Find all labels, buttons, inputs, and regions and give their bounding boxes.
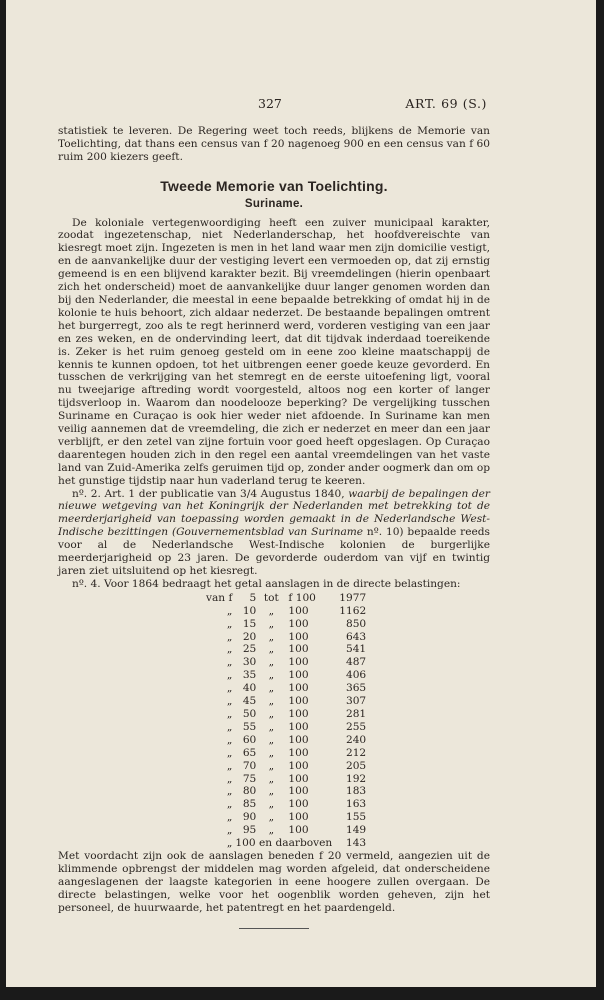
cell-to: 100 <box>288 669 309 682</box>
cell-from: 60 <box>242 733 257 746</box>
cell-from: 10 <box>242 604 257 617</box>
article-reference: ART. 69 (S.) <box>405 96 487 111</box>
cell-count: 487 <box>345 656 367 669</box>
cell-ditto-2: „ <box>268 695 275 708</box>
cell-from: 20 <box>242 630 257 643</box>
cell-to: 100 <box>288 617 309 630</box>
cell-ditto-2: „ <box>268 617 275 630</box>
cell-from: 75 <box>242 772 257 785</box>
cell-to: 100 <box>288 759 309 772</box>
cell-to: 100 <box>288 733 309 746</box>
cell-to: 100 <box>288 746 309 759</box>
cell-from: 15 <box>242 617 257 630</box>
cell-ditto: „ <box>226 707 233 720</box>
table-row <box>206 747 366 760</box>
table-row <box>206 592 366 605</box>
paragraph-colonial-representation: De koloniale vertegenwoordiging heeft een zuiver municipaal karakter, zoodat ingezetenschap, niet Nederlanderschap, het hoofdvereischte van kiesregt moet zijn. Ingezeten is men in het land waar men zijn domicilie vestigt, en de aanvankelijke duur der vestiging levert een vermoeden op, dat zij ernstig gemeend is en een blijvend karakter bezit. Bij vreemdelingen (hierin openbaart zich het onderscheid) moet de aanvankelijke duur langer genomen worden dan bij den Nederlander, die meestal in eene bepaalde betrekking of omdat hij in de kolonie te huis behoort, zich aldaar nederzet. De bestaande bepalingen omtrent het burgerregt, zoo als te regt herinnerd werd, vorderen vestiging van een jaar en zes weken, en de ondervinding leert, dat dit tijdvak inderdaad toereikende is. Zeker is het ruim genoeg gesteld om in eene zoo kleine maatschappij de kennis te kunnen opdoen, tot het uitbrengen eener goede keuze gevorderd. En tusschen de verkrijging van het stemregt en de eerste uitoefening ligt, vooral nu tweejarige aftreding wordt voorgesteld, altoos nog een korter of langer tijdsverloop in. Waarom dan noodelooze beperking? De vergelijking tusschen Suriname en Curaçao is ook hier weder niet afdoende. In Suriname kan men veilig aannemen dat de vreemdeling, die zich er nederzet en meer dan een jaar verblijft, er den zetel van zijne fortuin voor goed heeft opgeslagen. Op Curaçao daarentegen houden zich in den regel een aantal vreemdelingen van het vaste land van Zuid-Amerika zelfs geruimen tijd op, zonder ander oogmerk dan om op het gunstige tijdstip naar hun vaderland terug te keeren. <box>58 216 490 487</box>
cell-ditto: „ <box>226 811 233 824</box>
cell-from: 80 <box>242 785 257 798</box>
paragraph-article-2-italic: waarbij de bepalingen der nieuwe wetgeving van het Koningrijk der Nederlanden met betrekking tot de meerderjarigheid van toepassing worden gemaakt in de Nederlandsche West-Indische bezittingen (Gouvernementsblad van Suriname <box>58 487 490 539</box>
cell-count: 406 <box>345 669 367 682</box>
cell-ditto: „ <box>226 630 233 643</box>
cell-count: 163 <box>345 798 367 811</box>
cell-ditto: „ <box>226 798 233 811</box>
cell-ditto-2: „ <box>268 772 275 785</box>
cell-van: van f <box>206 591 233 604</box>
cell-to: 100 <box>288 720 309 733</box>
cell-from: 40 <box>242 682 257 695</box>
book-page <box>6 0 596 987</box>
tax-assessment-table <box>206 592 366 850</box>
cell-count: 1977 <box>339 591 367 604</box>
table-row <box>206 656 366 669</box>
cell-from: 50 <box>242 707 257 720</box>
paragraph-article-2-prefix: nº. 2. Art. 1 der publicatie van 3/4 Augustus 1840, <box>72 487 349 500</box>
cell-count: 155 <box>345 811 367 824</box>
table-row <box>206 773 366 786</box>
table-row <box>206 605 366 618</box>
cell-ditto: „ <box>226 695 233 708</box>
table-row <box>206 682 366 695</box>
intro-paragraph: statistiek te leveren. De Regering weet toch reeds, blijkens de Memorie van Toelichting, dat thans een census van f 20 nagenoeg 900 en een census van f 60 ruim 200 kiezers geeft. <box>58 125 490 163</box>
cell-from: 45 <box>242 695 257 708</box>
table-row <box>206 824 366 837</box>
table-row <box>206 734 366 747</box>
cell-to: 100 <box>288 604 309 617</box>
cell-count: 255 <box>345 720 367 733</box>
paragraph-assessments: Met voordacht zijn ook de aanslagen beneden f 20 vermeld, aangezien uit de klimmende opbrengst der middelen mag worden afgeleid, dat onderscheidene aangeslagenen der laagste kategorien in eene hoogere zullen overgaan. De directe belastingen, welke voor het oogenblik worden geheven, zijn het personeel, de huurwaarde, het patentregt en het paardengeld. <box>58 849 490 914</box>
paragraph-article-2 <box>58 488 490 578</box>
cell-to: 100 <box>288 798 309 811</box>
cell-ditto: „ <box>226 785 233 798</box>
cell-count: 365 <box>345 682 367 695</box>
cell-to: 100 <box>288 785 309 798</box>
cell-count: 240 <box>345 733 367 746</box>
cell-tot: tot <box>263 591 279 604</box>
cell-ditto-2: „ <box>268 656 275 669</box>
cell-from: 35 <box>242 669 257 682</box>
cell-range-text: 100 en daarboven <box>235 837 333 850</box>
table-row <box>206 811 366 824</box>
cell-ditto: „ <box>226 656 233 669</box>
running-header <box>6 96 596 114</box>
cell-to: 100 <box>288 643 309 656</box>
cell-count: 541 <box>345 643 367 656</box>
cell-ditto: „ <box>226 824 233 837</box>
cell-ditto-2: „ <box>268 707 275 720</box>
cell-from: 90 <box>242 811 257 824</box>
cell-ditto-2: „ <box>268 824 275 837</box>
table-row <box>206 618 366 631</box>
table-row <box>206 708 366 721</box>
cell-count: 1162 <box>339 604 367 617</box>
page-body <box>58 125 490 929</box>
cell-ditto: „ <box>226 759 233 772</box>
cell-ditto-2: „ <box>268 785 275 798</box>
cell-ditto: „ <box>226 720 233 733</box>
cell-from: 65 <box>242 746 257 759</box>
cell-ditto-2: „ <box>268 669 275 682</box>
cell-from: 55 <box>242 720 257 733</box>
table-row <box>206 760 366 773</box>
cell-count: 149 <box>345 824 367 837</box>
cell-to: 100 <box>288 656 309 669</box>
cell-ditto-2: „ <box>268 733 275 746</box>
cell-to: f 100 <box>288 591 316 604</box>
cell-from: 85 <box>242 798 257 811</box>
table-row <box>206 785 366 798</box>
cell-from: 70 <box>242 759 257 772</box>
cell-ditto: „ <box>226 772 233 785</box>
page-number: 327 <box>258 96 282 111</box>
paragraph-article-2-suffix: nº. 10) bepaalde reeds voor al de Nederlandsche West-Indische kolonien de burgerlijke meerderjarigheid op 23 jaren. De gevorderde ouderdom van vijf en twintig jaren ziet uitsluitend op het kiesregt. <box>58 526 490 577</box>
cell-ditto: „ <box>226 617 233 630</box>
cell-to: 100 <box>288 682 309 695</box>
cell-ditto-2: „ <box>268 759 275 772</box>
table-row <box>206 837 366 850</box>
cell-ditto-2: „ <box>268 811 275 824</box>
table-row <box>206 798 366 811</box>
table-row <box>206 695 366 708</box>
cell-count: 143 <box>345 837 367 850</box>
paragraph-article-4: nº. 4. Voor 1864 bedraagt het getal aanslagen in de directe belastingen: <box>72 577 461 590</box>
cell-to: 100 <box>288 772 309 785</box>
cell-to: 100 <box>288 824 309 837</box>
table-row <box>206 643 366 656</box>
cell-ditto-2: „ <box>268 604 275 617</box>
cell-count: 643 <box>345 630 367 643</box>
cell-ditto: „ <box>226 643 233 656</box>
cell-from: 95 <box>242 824 257 837</box>
cell-ditto-2: „ <box>268 643 275 656</box>
cell-count: 307 <box>345 695 367 708</box>
cell-ditto-2: „ <box>268 630 275 643</box>
cell-from: 5 <box>249 591 257 604</box>
cell-count: 850 <box>345 617 367 630</box>
section-title: Tweede Memorie van Toelichting. <box>160 177 388 194</box>
cell-ditto-2: „ <box>268 720 275 733</box>
cell-from: 25 <box>242 643 257 656</box>
cell-ditto: „ <box>226 746 233 759</box>
section-subtitle: Suriname. <box>244 197 304 210</box>
cell-ditto: „ <box>226 733 233 746</box>
cell-count: 212 <box>345 746 367 759</box>
cell-to: 100 <box>288 707 309 720</box>
table-row <box>206 721 366 734</box>
cell-from: 30 <box>242 656 257 669</box>
table-row <box>206 669 366 682</box>
cell-ditto-2: „ <box>268 798 275 811</box>
cell-ditto-2: „ <box>268 682 275 695</box>
cell-ditto-2: „ <box>268 746 275 759</box>
cell-to: 100 <box>288 695 309 708</box>
cell-to: 100 <box>288 630 309 643</box>
cell-to: 100 <box>288 811 309 824</box>
cell-count: 192 <box>345 772 367 785</box>
cell-ditto: „ <box>226 669 233 682</box>
closing-rule <box>239 928 309 929</box>
cell-count: 183 <box>345 785 367 798</box>
cell-count: 205 <box>345 759 367 772</box>
cell-ditto: „ <box>226 682 233 695</box>
cell-count: 281 <box>345 707 367 720</box>
cell-ditto: „ <box>226 837 233 850</box>
cell-ditto: „ <box>226 604 233 617</box>
table-row <box>206 631 366 644</box>
